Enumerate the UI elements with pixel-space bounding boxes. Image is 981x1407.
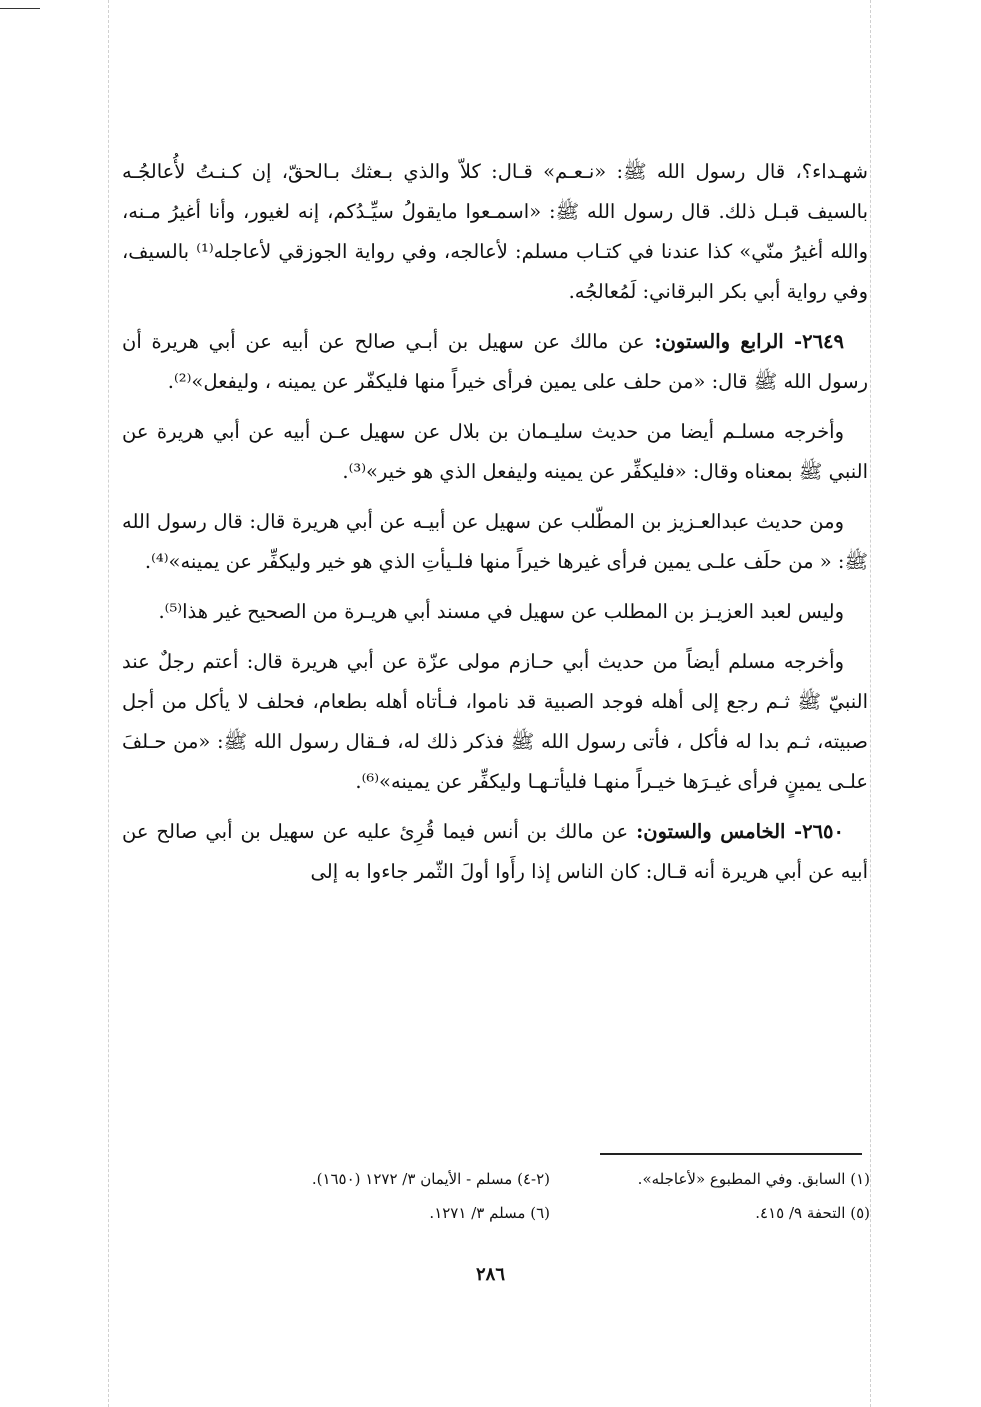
paragraph-text: وأخرجه مسلـم أيضا من حديث سليـمان بن بلال عن سهيل عـن أبيه عن أبي هريرة عن النبي ﷺ بمعناه وقال: «فليكفِّر عن يمينه وليفعل الذي هو خير»⁽³⁾. <box>122 420 868 483</box>
paragraph-text: شهـداء؟، قال رسول الله ﷺ: «نـعـم» قـال: كلاّ والذي بـعثك بـالحقّ، إن كـنـتُ لأُعالجُـه بالسيف قبـل ذلك. قال رسول الله ﷺ: «اسمـعوا مايقولُ سيِّـدُكم، إنه لغيور، وأنا أغيرُ مـنه، والله أغيرُ منّي» كذا عندنا في كتـاب مسلم: لأعالجه، وفي رواية الجوزقي لأعاجله⁽¹⁾ بالسيف، وفي رواية أبي بكر البرقاني: لَمُعالجُه. <box>122 160 869 303</box>
footnote-1: (١) السابق. وفي المطبوع «لأعاجله». <box>637 1170 870 1188</box>
footnote-row <box>180 1196 870 1230</box>
paragraph-text: عن مالك عن سهيل بن أبـي صالح عن أبيه عن أبي هريرة أن رسول الله ﷺ قال: «من حلف على يمين فرأى خيراً منها فليكفّر عن يمينه ، وليفعل»⁽²⁾. <box>122 330 868 393</box>
footnote-row <box>180 1162 870 1196</box>
footnote-2-4: (٢-٤) مسلم - الأيمان ٣/ ١٢٧٢ (١٦٥٠). <box>311 1170 550 1188</box>
paragraph-text: ومن حديث عبدالعـزيز بن المطّلب عن سهيل عن أبيـه عن أبي هريرة قال: قال رسول الله ﷺ: « من حلَف علـى يمين فرأى غيرها خيراً منها فلـيأتِ الذي هو خير وليكفِّر عن يمينه»⁽⁴⁾. <box>122 510 868 573</box>
footnote-5: (٥) التحفة ٩/ ٤١٥. <box>755 1204 870 1222</box>
hadith-number: ٢٦٥٠- الخامس والستون: <box>636 820 844 843</box>
paragraph-text: عن مالك بن أنس فيما قُرِئ عليه عن سهيل بن أبي صالح عن أبيه عن أبي هريرة أنه قـال: كان الناس إذا رأَوا أولَ الثّمر جاءوا به إلى <box>122 820 868 883</box>
hadith-2649 <box>122 322 868 402</box>
paragraph-text: وليس لعبد العزيـز بن المطلب عن سهيل في مسند أبي هريـرة من الصحيح غير هذا⁽⁵⁾. <box>158 600 844 623</box>
right-margin-guide <box>870 0 871 1407</box>
paragraph-note <box>122 592 868 632</box>
paragraph-abu-hazim <box>122 642 868 802</box>
footnote-divider <box>600 1153 862 1155</box>
page-number: ٢٨٦ <box>475 1264 505 1285</box>
main-text <box>122 152 868 902</box>
hadith-number: ٢٦٤٩- الرابع والستون: <box>654 330 844 353</box>
paragraph-continuation <box>122 152 868 312</box>
paragraph-text: وأخرجه مسلم أيضاً من حديث أبي حـازم مولى عزّة عن أبي هريرة قال: أعتم رجلٌ عند النبيّ ﷺ ثـم رجع إلى أهله فوجد الصبية قد ناموا، فـأتاه أهله بطعام، فحلف لا يأكل من أجل صبيته، ثـم بدا له فأكل ، فأتى رسول الله ﷺ فذكر ذلك له، فـقال رسول الله ﷺ: «من حـلفَ علـى يمينٍ فرأى غيـرَها خيـراً منهـا فليأتـهـا وليكفِّر عن يمينه»⁽⁶⁾. <box>122 650 868 793</box>
left-margin-guide <box>108 0 109 1407</box>
footnote-6: (٦) مسلم ٣/ ١٢٧١. <box>429 1204 550 1222</box>
corner-crop-mark <box>0 8 40 9</box>
footnotes <box>180 1162 870 1230</box>
hadith-2650 <box>122 812 868 892</box>
paragraph-muslim-sulayman <box>122 412 868 492</box>
paragraph-abdulaziz <box>122 502 868 582</box>
